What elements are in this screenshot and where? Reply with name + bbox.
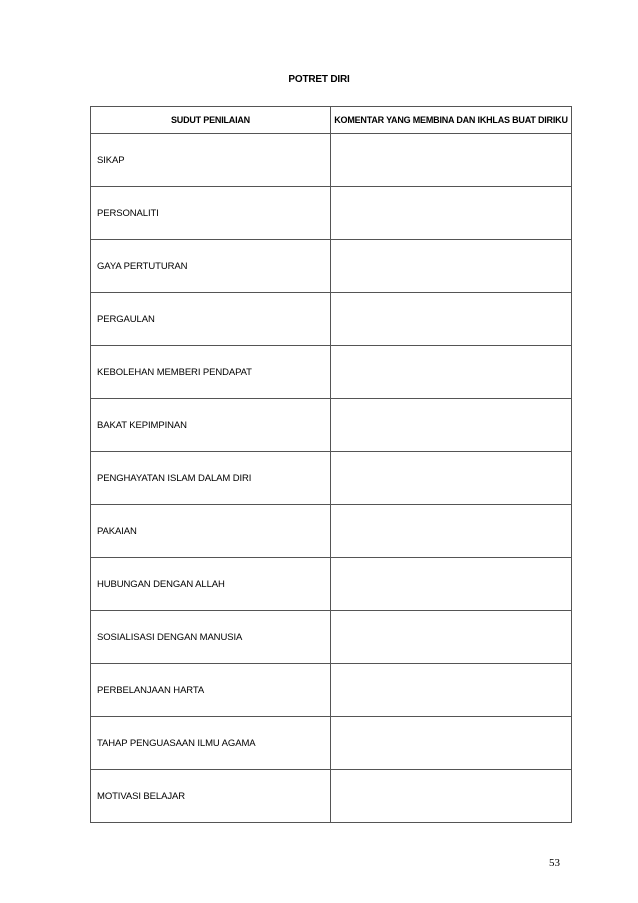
header-comment: KOMENTAR YANG MEMBINA DAN IKHLAS BUAT DIRIKU xyxy=(331,107,572,134)
comment-cell[interactable] xyxy=(331,399,572,452)
comment-cell[interactable] xyxy=(331,346,572,399)
table-row xyxy=(91,346,572,399)
row-label: SOSIALISASI DENGAN MANUSIA xyxy=(91,611,331,664)
row-label: MOTIVASI BELAJAR xyxy=(91,770,331,823)
page-title: POTRET DIRI xyxy=(288,74,350,85)
row-label: PERGAULAN xyxy=(91,293,331,346)
row-label: GAYA PERTUTURAN xyxy=(91,240,331,293)
table-row xyxy=(91,240,572,293)
table-row xyxy=(91,293,572,346)
row-label: KEBOLEHAN MEMBERI PENDAPAT xyxy=(91,346,331,399)
row-label: HUBUNGAN DENGAN ALLAH xyxy=(91,558,331,611)
row-label: SIKAP xyxy=(91,134,331,187)
comment-cell[interactable] xyxy=(331,293,572,346)
comment-cell[interactable] xyxy=(331,611,572,664)
row-label: PAKAIAN xyxy=(91,505,331,558)
comment-cell[interactable] xyxy=(331,717,572,770)
table-header-row xyxy=(91,107,572,134)
table-body xyxy=(91,134,572,823)
comment-cell[interactable] xyxy=(331,134,572,187)
self-portrait-table xyxy=(90,106,572,823)
table-row xyxy=(91,187,572,240)
comment-cell[interactable] xyxy=(331,452,572,505)
comment-cell[interactable] xyxy=(331,240,572,293)
comment-cell[interactable] xyxy=(331,558,572,611)
table-row xyxy=(91,558,572,611)
table-row xyxy=(91,770,572,823)
table-row xyxy=(91,611,572,664)
comment-cell[interactable] xyxy=(331,505,572,558)
page-number: 53 xyxy=(549,857,560,869)
row-label: PERSONALITI xyxy=(91,187,331,240)
row-label: PERBELANJAAN HARTA xyxy=(91,664,331,717)
table-row xyxy=(91,505,572,558)
row-label: BAKAT KEPIMPINAN xyxy=(91,399,331,452)
row-label: TAHAP PENGUASAAN ILMU AGAMA xyxy=(91,717,331,770)
comment-cell[interactable] xyxy=(331,187,572,240)
table-row xyxy=(91,664,572,717)
comment-cell[interactable] xyxy=(331,770,572,823)
row-label: PENGHAYATAN ISLAM DALAM DIRI xyxy=(91,452,331,505)
header-assessment-aspect: SUDUT PENILAIAN xyxy=(91,107,331,134)
table-row xyxy=(91,717,572,770)
comment-cell[interactable] xyxy=(331,664,572,717)
table-row xyxy=(91,452,572,505)
table-row xyxy=(91,399,572,452)
table-row xyxy=(91,134,572,187)
